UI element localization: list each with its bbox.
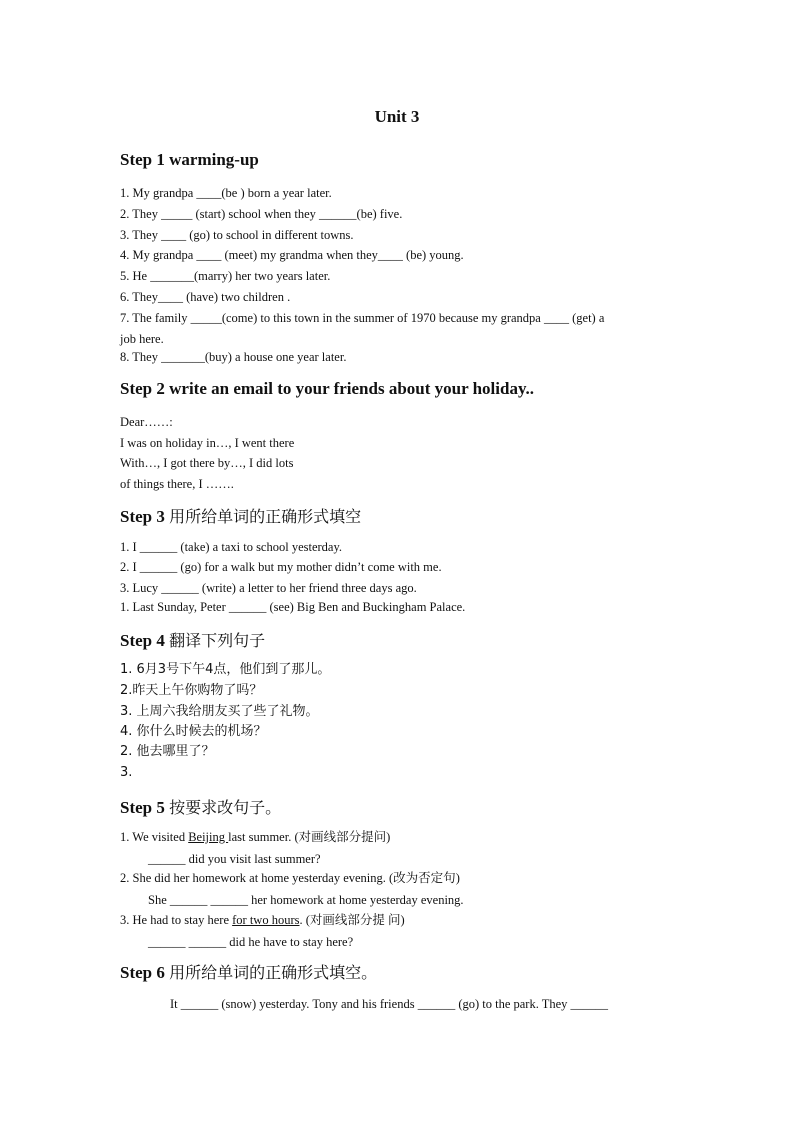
step5-question-3: 3. He had to stay here for two hours. (对画线部分提 问) bbox=[120, 913, 405, 927]
step4-heading-en: Step 4 bbox=[120, 631, 170, 650]
step5-question-1: 1. We visited Beijing last summer. (对画线部分提问) bbox=[120, 830, 391, 844]
step3-heading bbox=[120, 504, 361, 527]
step3-line-3: 3. Lucy ______ (write) a letter to her friend three days ago. bbox=[120, 581, 417, 595]
step5-answer-2: She ______ ______ her homework at home yesterday evening. bbox=[148, 893, 464, 907]
step5-answer-3: ______ ______ did he have to stay here? bbox=[148, 935, 354, 949]
underlined-beijing: Beijing bbox=[188, 830, 229, 844]
step1-line-7: 7. The family _____(come) to this town in the summer of 1970 because my grandpa ____ (get) a bbox=[120, 311, 605, 325]
step3-line-2: 2. I ______ (go) for a walk but my mother didn’t come with me. bbox=[120, 560, 442, 574]
step1-line-1: 1. My grandpa ____(be ) born a year later. bbox=[120, 186, 332, 200]
step3-line-1: 1. I ______ (take) a taxi to school yesterday. bbox=[120, 540, 343, 554]
step1-heading: Step 1 warming-up bbox=[120, 150, 259, 169]
step4-line-2: 2.昨天上午你购物了吗？ bbox=[120, 683, 263, 698]
step1-line-7b: job here. bbox=[120, 332, 164, 346]
step6-heading-en: Step 6 bbox=[120, 963, 170, 982]
step3-heading-cn: 用所给单词的正确形式填空 bbox=[169, 507, 362, 526]
step4-line-3: 3. 上周六我给朋友买了些了礼物。 bbox=[120, 704, 319, 719]
step6-heading bbox=[120, 960, 377, 983]
step2-line-1: Dear……: bbox=[120, 415, 173, 429]
step2-line-3: With…, I got there by…, I did lots bbox=[120, 456, 294, 470]
step5-question-2: 2. She did her homework at home yesterday evening. (改为否定句) bbox=[120, 871, 460, 885]
step1-line-2: 2. They _____ (start) school when they ______(be) five. bbox=[120, 207, 403, 221]
step4-line-1: 1. 6月3号下午4点，他们到了那儿。 bbox=[120, 662, 331, 677]
step5-heading bbox=[120, 795, 281, 818]
step5-heading-en: Step 5 bbox=[120, 798, 170, 817]
step5-heading-cn: 按要求改句子。 bbox=[169, 798, 282, 817]
step4-line-5: 2. 他去哪里了？ bbox=[120, 744, 215, 759]
step4-line-6: 3. bbox=[120, 765, 133, 780]
step6-heading-cn: 用所给单词的正确形式填空。 bbox=[169, 963, 378, 982]
step2-line-2: I was on holiday in…, I went there bbox=[120, 436, 295, 450]
step4-heading bbox=[120, 628, 265, 651]
step2-line-4: of things there, I ……. bbox=[120, 477, 234, 491]
step6-line-1: It ______ (snow) yesterday. Tony and his friends ______ (go) to the park. They ______ bbox=[170, 997, 609, 1011]
step3-line-4: 1. Last Sunday, Peter ______ (see) Big Ben and Buckingham Palace. bbox=[120, 600, 466, 614]
step1-line-3: 3. They ____ (go) to school in different towns. bbox=[120, 228, 354, 242]
step3-heading-en: Step 3 bbox=[120, 507, 170, 526]
step2-heading: Step 2 write an email to your friends about your holiday.. bbox=[120, 379, 535, 398]
step1-line-4: 4. My grandpa ____ (meet) my grandma when they____ (be) young. bbox=[120, 248, 464, 262]
step5-answer-1: ______ did you visit last summer? bbox=[148, 852, 321, 866]
underlined-for-two-hours: for two hours bbox=[232, 913, 300, 927]
step1-line-8: 8. They _______(buy) a house one year later. bbox=[120, 350, 347, 364]
step4-heading-cn: 翻译下列句子 bbox=[169, 631, 266, 650]
page-title: Unit 3 bbox=[374, 107, 420, 126]
step1-line-6: 6. They____ (have) two children . bbox=[120, 290, 291, 304]
step1-line-5: 5. He _______(marry) her two years later. bbox=[120, 269, 331, 283]
step4-line-4: 4. 你什么时候去的机场？ bbox=[120, 724, 267, 739]
